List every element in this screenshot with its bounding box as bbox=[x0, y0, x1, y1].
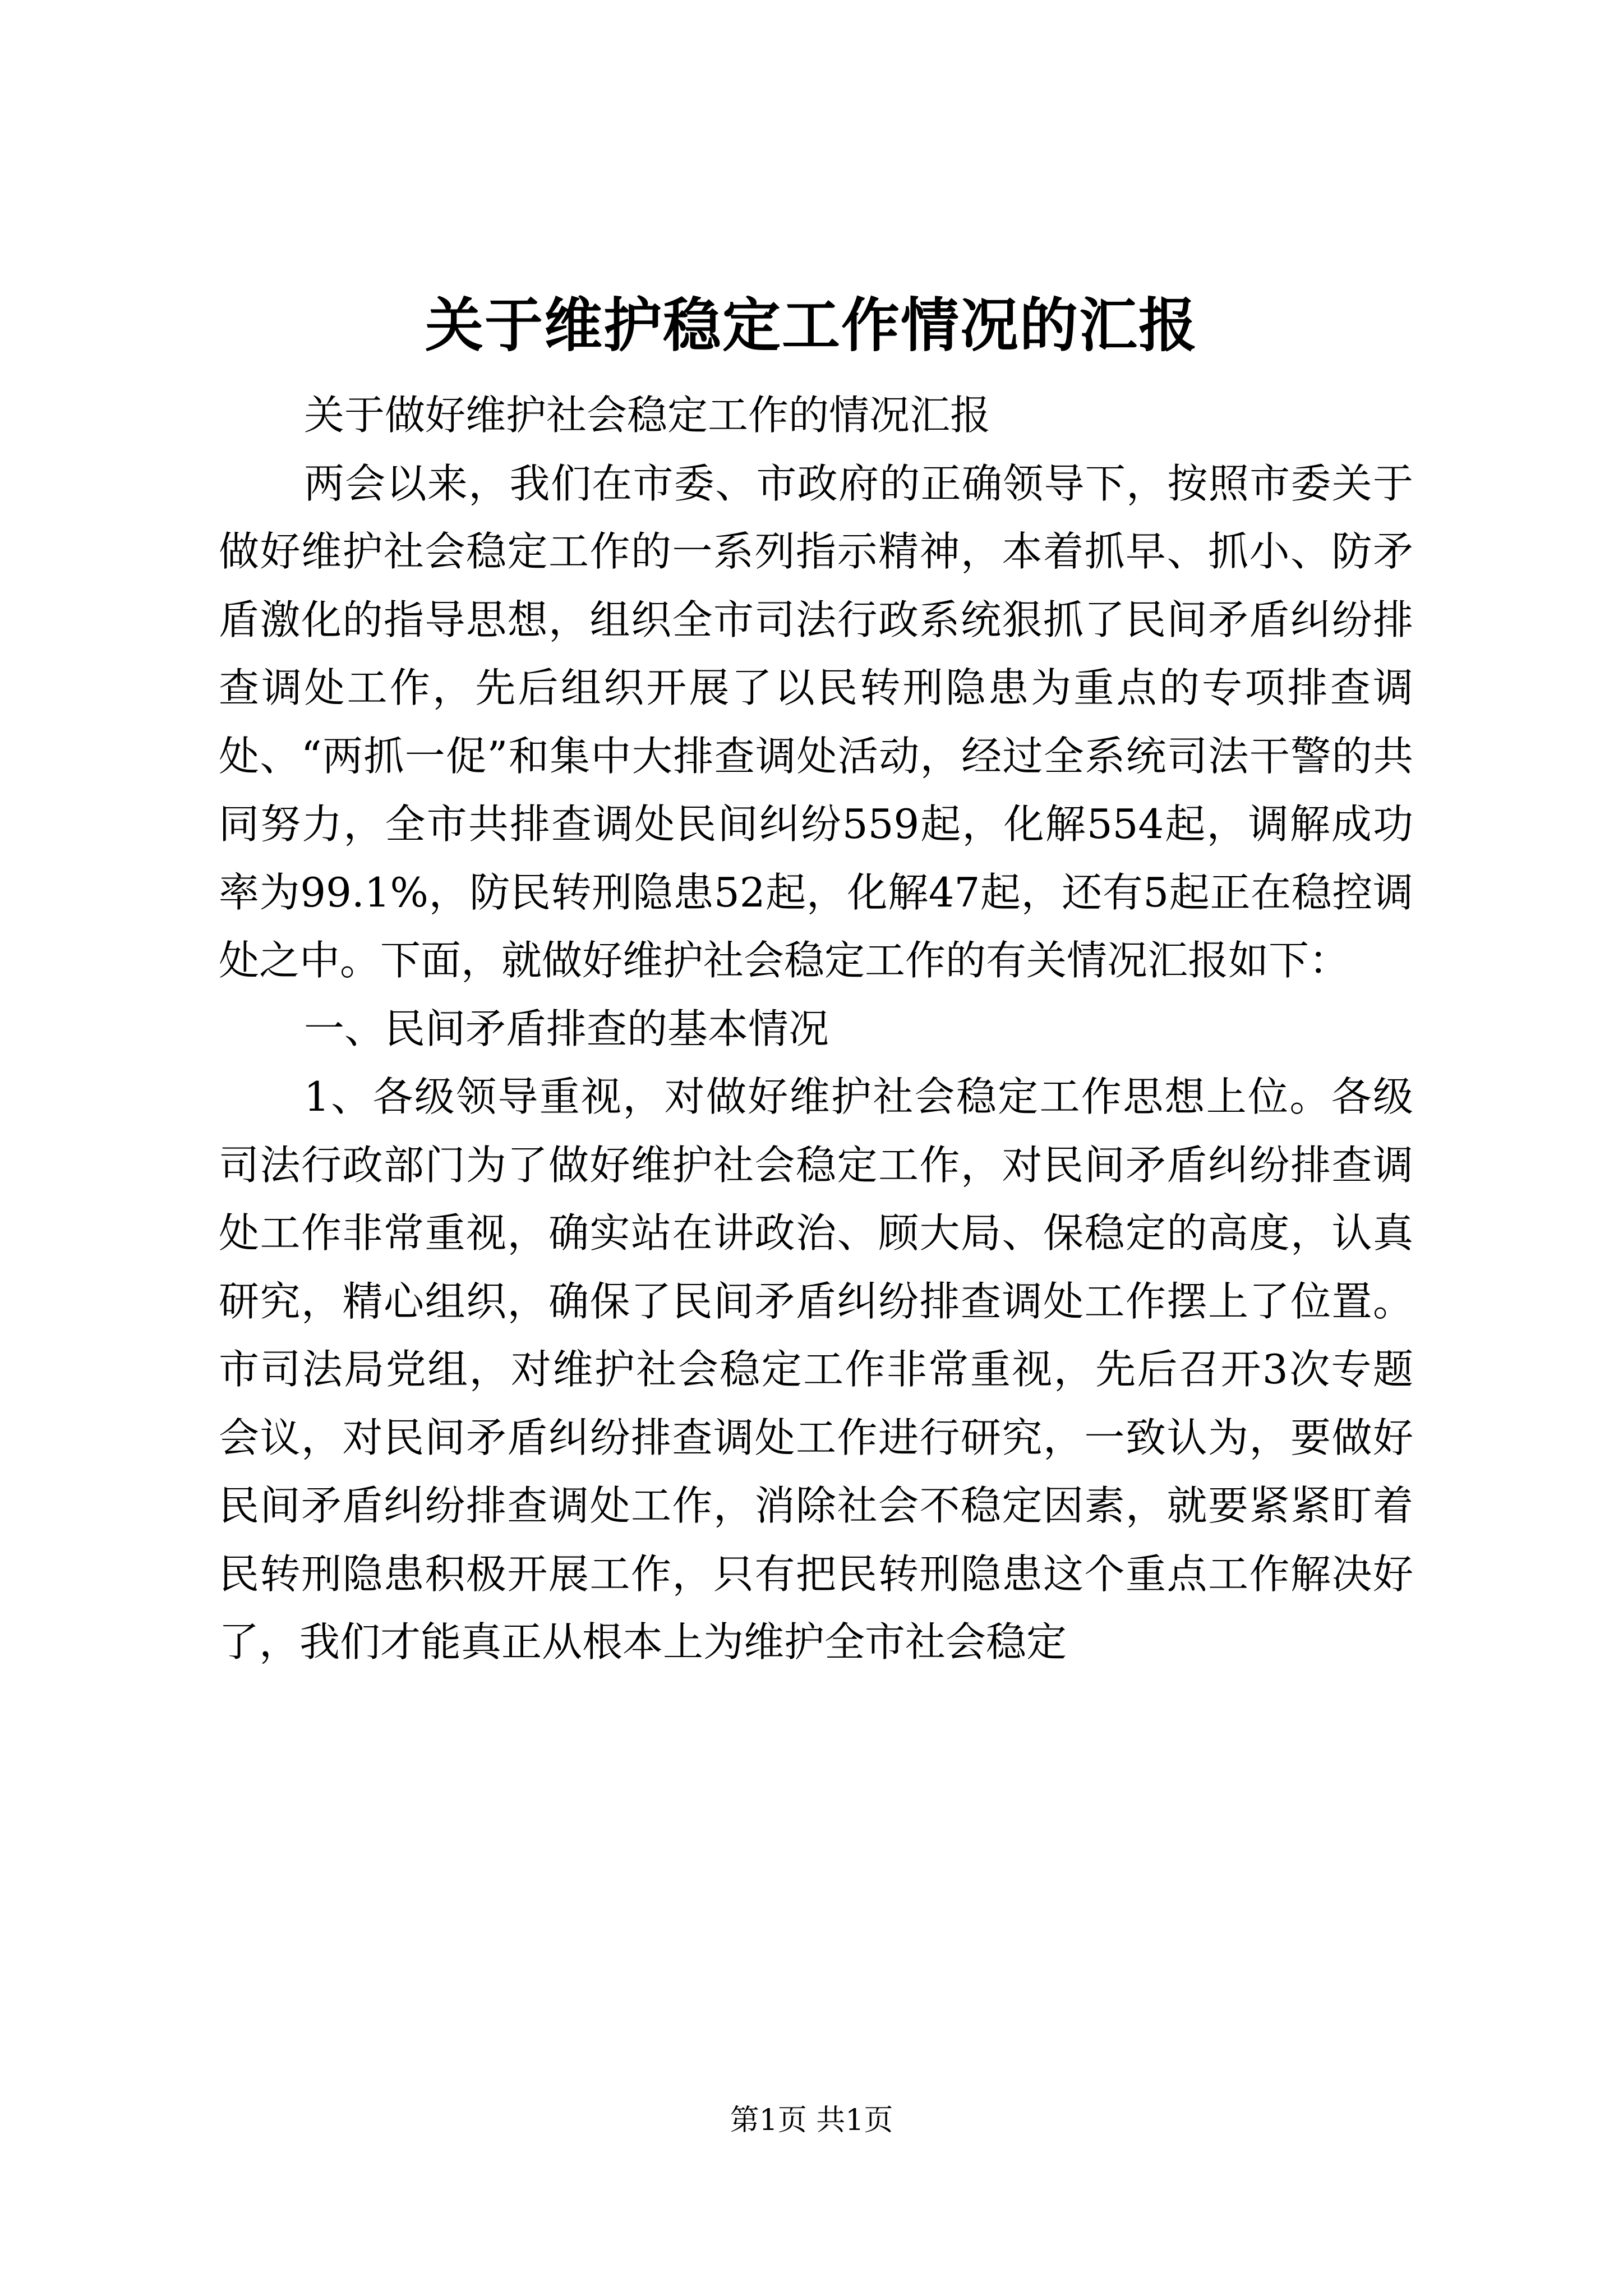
section-heading: 一、民间矛盾排查的基本情况 bbox=[304, 1005, 829, 1052]
document-body bbox=[219, 381, 1413, 1677]
paragraph-subtitle: 关于做好维护社会稳定工作的情况汇报 bbox=[304, 392, 991, 439]
document-title: 关于维护稳定工作情况的汇报 bbox=[425, 291, 1198, 360]
page-footer: 第1页 共1页 bbox=[730, 2104, 893, 2137]
paragraph-section-1: 1、各级领导重视，对做好维护社会稳定工作思想上位。各级司法行政部门为了做好维护社会稳定工作，对民间矛盾纠纷排查调处工作非常重视，确实站在讲政治、顾大局、保稳定的高度，认真研究，精心组织，确保了民间矛盾纠纷排查调处工作摆上了位置。市司法局党组，对维护社会稳定工作非常重视，先后召开3次专题会议，对民间矛盾纠纷排查调处工作进行研究，一致认为，要做好民间矛盾纠纷排查调处工作，消除社会不稳定因素，就要紧紧盯着民转刑隐患积极开展工作，只有把民转刑隐患这个重点工作解决好了，我们才能真正从根本上为维护全市社会稳定 bbox=[219, 1073, 1413, 1665]
paragraph-intro: 两会以来，我们在市委、市政府的正确领导下，按照市委关于做好维护社会稳定工作的一系列指示精神，本着抓早、抓小、防矛盾激化的指导思想，组织全市司法行政系统狠抓了民间矛盾纠纷排查调处工作，先后组织开展了以民转刑隐患为重点的专项排查调处、“两抓一促”和集中大排查调处活动，经过全系统司法干警的共同努力，全市共排查调处民间纠纷559起，化解554起，调解成功率为99.1%，防民转刑隐患52起，化解47起，还有5起正在稳控调处之中。下面，就做好维护社会稳定工作的有关情况汇报如下： bbox=[219, 459, 1413, 984]
